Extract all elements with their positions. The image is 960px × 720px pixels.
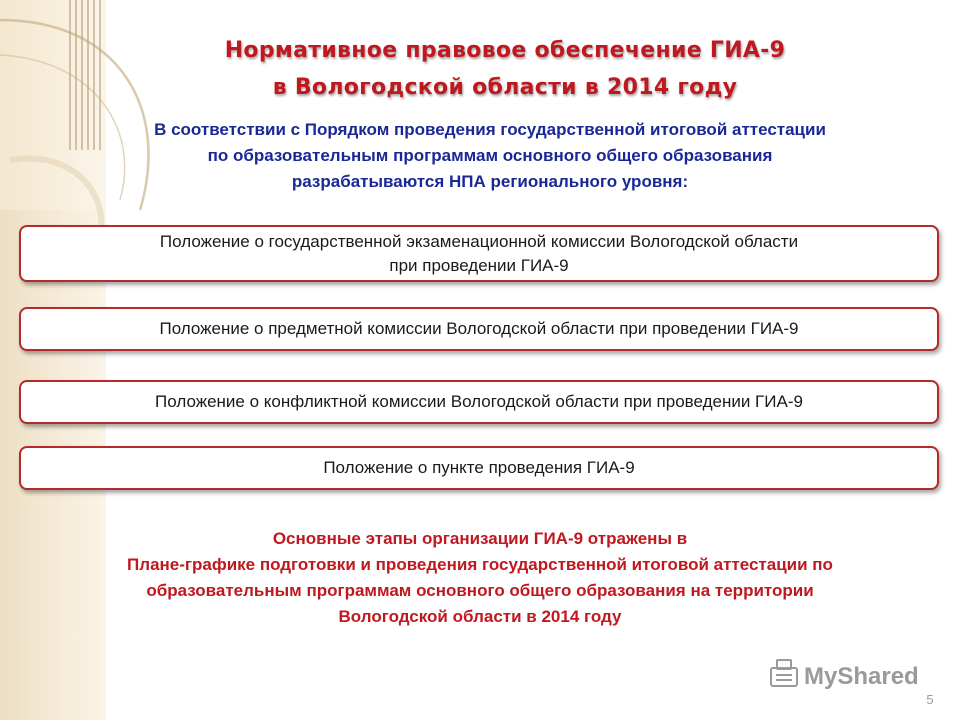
document-box-text: при проведении ГИА-9 — [389, 255, 569, 275]
slide-title-line-2: в Вологодской области в 2014 году — [272, 75, 738, 100]
document-box-text: Положение о конфликтной комиссии Вологодской области при проведении ГИА-9 — [155, 392, 803, 411]
document-box-exam-point — [19, 446, 939, 490]
watermark-text: MyShared — [804, 663, 919, 690]
document-box-text: Положение о государственной экзаменационной комиссии Вологодской области — [159, 231, 799, 251]
document-box-exam-commission — [19, 225, 939, 282]
intro-text-line-2: по образовательным программам основного общего образования — [207, 146, 773, 165]
slide-number: 5 — [926, 692, 934, 707]
slide-title-line-1: Нормативное правовое обеспечение ГИА-9 — [224, 38, 786, 63]
bottom-text-line-3: образовательным программам основного общего образования на территории — [146, 581, 814, 600]
document-box-subject-commission — [19, 307, 939, 351]
bottom-text-line-2: Плане-графике подготовки и проведения государственной итоговой аттестации по — [127, 555, 833, 574]
document-box-text: Положение о предметной комиссии Вологодской области при проведении ГИА-9 — [159, 319, 799, 338]
document-box-text: Положение о пункте проведения ГИА-9 — [323, 458, 635, 477]
bottom-text-line-1: Основные этапы организации ГИА-9 отражены в — [272, 529, 688, 548]
document-box-conflict-commission — [19, 380, 939, 424]
intro-text-line-3: разрабатываются НПА регионального уровня: — [291, 172, 689, 191]
bottom-text-line-4: Вологодской области в 2014 году — [338, 607, 622, 626]
intro-text-line-1: В соответствии с Порядком проведения государственной итоговой аттестации — [154, 120, 826, 139]
myshared-watermark-logo — [768, 656, 928, 696]
